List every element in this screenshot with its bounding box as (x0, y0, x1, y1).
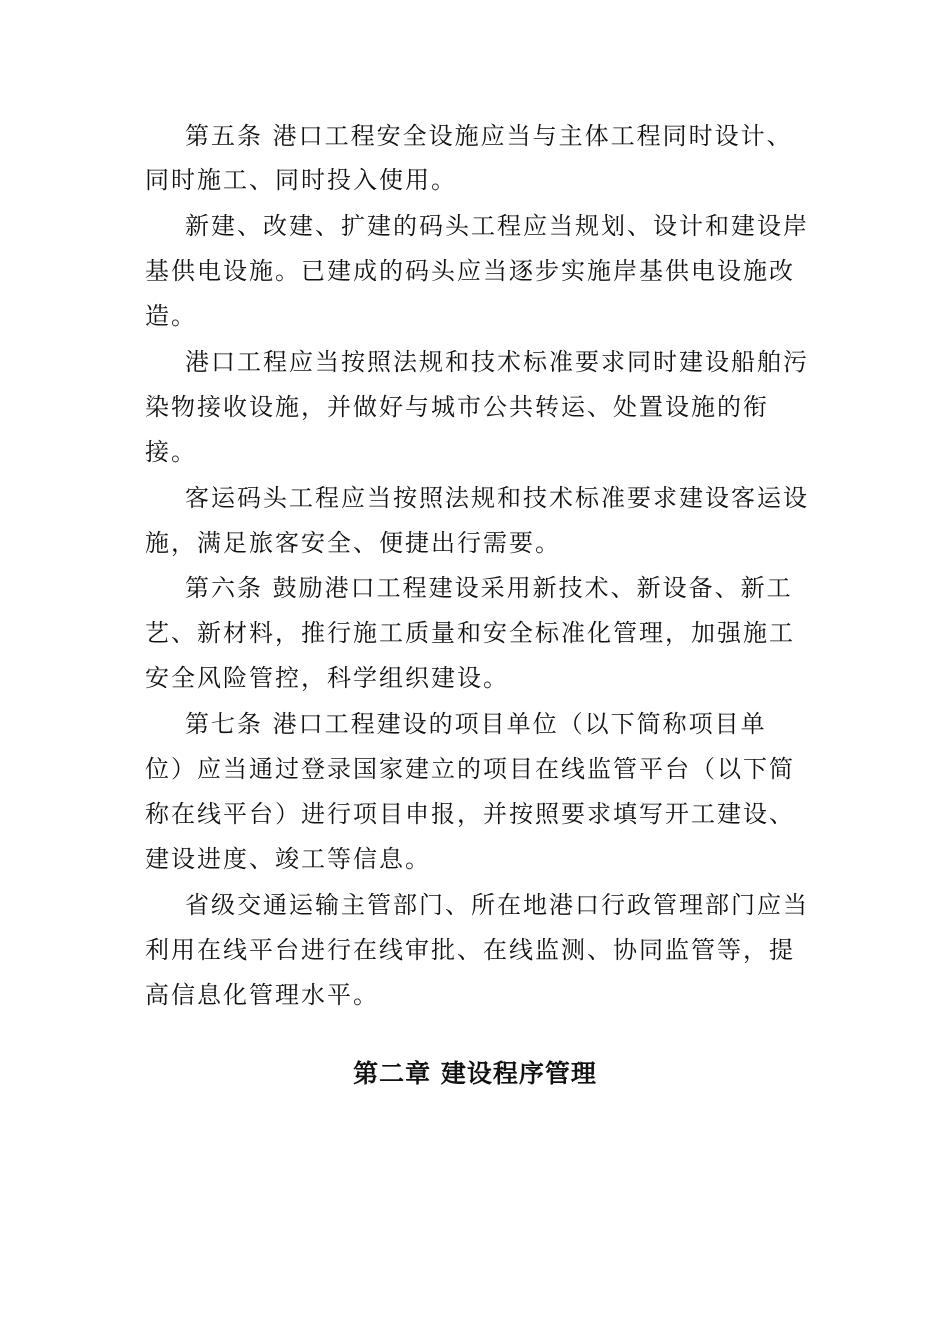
shore-power-line-2: 基供电设施。已建成的码头应当逐步实施岸基供电设施改 (145, 257, 795, 285)
provincial-line-1: 省级交通运输主管部门、所在地港口行政管理部门应当 (185, 891, 809, 919)
article-6-line-2: 艺、新材料，推行施工质量和安全标准化管理，加强施工 (145, 619, 795, 647)
article-7-line-4: 建设进度、竣工等信息。 (145, 845, 431, 873)
article-6-line-3: 安全风险管控，科学组织建设。 (145, 664, 509, 692)
pollutant-line-3: 接。 (145, 438, 197, 466)
article-5-line-1: 第五条 港口工程安全设施应当与主体工程同时设计、 (185, 122, 793, 150)
article-6-line-1: 第六条 鼓励港口工程建设采用新技术、新设备、新工 (185, 574, 793, 602)
article-7-line-3: 称在线平台）进行项目申报，并按照要求填写开工建设、 (145, 800, 795, 828)
pollutant-line-2: 染物接收设施，并做好与城市公共转运、处置设施的衔 (145, 393, 769, 421)
article-7-line-1: 第七条 港口工程建设的项目单位（以下简称项目单 (185, 710, 767, 738)
chapter-heading: 第二章 建设程序管理 (353, 1059, 597, 1088)
article-7-line-2: 位）应当通过登录国家建立的项目在线监管平台（以下简 (145, 755, 795, 783)
pollutant-line-1: 港口工程应当按照法规和技术标准要求同时建设船舶污 (185, 348, 809, 376)
passenger-line-2: 施，满足旅客安全、便捷出行需要。 (145, 529, 561, 557)
provincial-line-2: 利用在线平台进行在线审批、在线监测、协同监管等，提 (145, 936, 795, 964)
passenger-line-1: 客运码头工程应当按照法规和技术标准要求建设客运设 (185, 484, 809, 512)
article-5-line-2: 同时施工、同时投入使用。 (145, 166, 457, 194)
shore-power-line-3: 造。 (145, 302, 197, 330)
shore-power-line-1: 新建、改建、扩建的码头工程应当规划、设计和建设岸 (185, 212, 809, 240)
provincial-line-3: 高信息化管理水平。 (145, 981, 379, 1009)
